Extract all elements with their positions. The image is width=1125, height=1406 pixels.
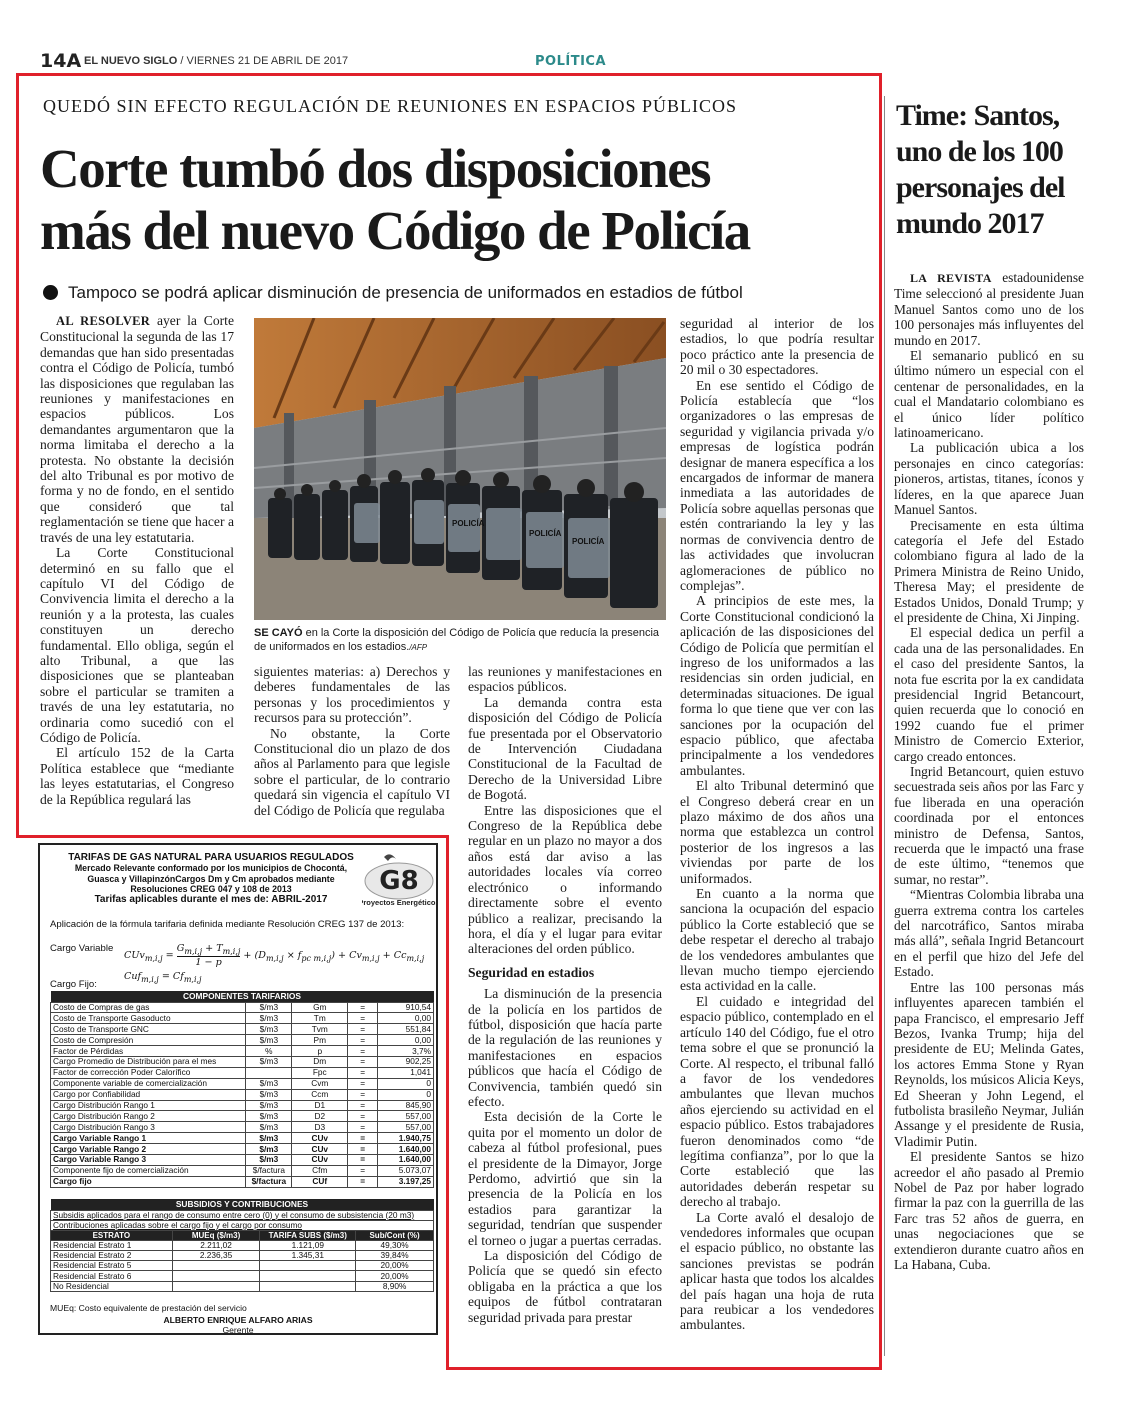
- subsidy-tarifa: 1.345,31: [260, 1251, 356, 1261]
- g8-logo: [362, 851, 436, 907]
- component-equals: =: [348, 1144, 378, 1155]
- subsidies-note: Subsidis aplicados para el rango de consumo entre cero (0) y el consumo de subsistencia (20 m3): [51, 1210, 434, 1220]
- folio-date: / VIERNES 21 DE ABRIL DE 2017: [177, 55, 349, 67]
- tariff-formula: [50, 935, 432, 991]
- component-value: 3.197,25: [378, 1176, 434, 1187]
- article-column-1: [40, 313, 234, 807]
- component-row: [51, 1176, 434, 1187]
- component-equals: =: [348, 1165, 378, 1176]
- subsidy-tarifa: [260, 1271, 356, 1281]
- subsidy-row: [51, 1271, 434, 1281]
- component-unit: $/m3: [246, 1089, 292, 1100]
- component-row: [51, 1046, 434, 1057]
- subsidy-tarifa: 1.121,09: [260, 1240, 356, 1250]
- component-name: Costo de Compresión: [51, 1035, 246, 1046]
- mueq-note: MUEq: Costo equivalente de prestación del servicio: [50, 1303, 247, 1313]
- subsidy-mueq: 2.236,35: [172, 1251, 260, 1261]
- components-header: COMPONENTES TARIFARIOS: [51, 991, 434, 1002]
- component-equals: =: [348, 1089, 378, 1100]
- paragraph-text: estadounidense Time seleccionó al presidente Juan Manuel Santos como uno de los 100 personajes más influyentes del mundo en 2017.: [894, 270, 1084, 348]
- component-unit: $/m3: [246, 1144, 292, 1155]
- deck-text: Tampoco se podrá aplicar disminución de presencia de uniformados en estadios de fútbol: [68, 283, 743, 302]
- component-row: [51, 1089, 434, 1100]
- column-3-paragraph-4: La disminución de la presencia de la policía en los partidos de fútbol, disposición que hacía parte de la regulación de las reuniones y manifestaciones en espacios públicos que hacía el Código de Convivencia, también quedó sin efecto.: [468, 986, 662, 1109]
- component-symbol: Fpc: [292, 1067, 348, 1078]
- component-row: [51, 1133, 434, 1144]
- component-equals: =: [348, 1133, 378, 1144]
- component-row: [51, 1154, 434, 1165]
- component-name: Cargo Variable Rango 2: [51, 1144, 246, 1155]
- sidebar-lead-in: LA REVISTA: [910, 271, 992, 285]
- component-name: Componente variable de comercialización: [51, 1078, 246, 1089]
- component-row: [51, 1024, 434, 1035]
- subsidies-header: SUBSIDIOS Y CONTRIBUCIONES: [51, 1199, 434, 1210]
- ad-title-line: Tarifas aplicables durante el mes de: ABRIL-2017: [94, 893, 328, 905]
- component-value: 910,54: [378, 1002, 434, 1013]
- article-column-4: [680, 316, 874, 1333]
- sidebar-paragraph-7: “Mientras Colombia libraba una guerra extrema contra los carteles del narcotráfico, Santos miraba más allá”, señala Ingrid Betancourt en el perfil que hizo del Jefe del Estado.: [894, 887, 1084, 980]
- component-name: Cargo Distribución Rango 1: [51, 1100, 246, 1111]
- subsidy-percent: 49,30%: [356, 1240, 434, 1250]
- subsidy-mueq: 2.211,02: [172, 1240, 260, 1250]
- shield-label: POLICÍA: [452, 519, 485, 528]
- component-equals: =: [348, 1100, 378, 1111]
- headline-line-2: más del nuevo Código de Policía: [40, 200, 750, 261]
- subhead: Seguridad en estadios: [468, 964, 595, 980]
- component-name: Cargo por Confiabilidad: [51, 1089, 246, 1100]
- caption-lead: SE CAYÓ: [254, 627, 303, 639]
- photo-credit: /AFP: [409, 643, 428, 652]
- signer-name: ALBERTO ENRIQUE ALFARO ARIAS: [163, 1315, 313, 1325]
- ad-signature: [40, 1315, 436, 1335]
- formula-variable: CUv$_{m,i,j}$ = $\frac{G_{m,i,j} + T_{m,i,j}}{1 - p}$ + $(D_{m,i,j} \times f_{pc m,i,j}) + Cv_{m,i,j} + Cc_{m,i,j}$: [124, 943, 425, 968]
- ad-title-line: TARIFAS DE GAS NATURAL PARA USUARIOS REGULADOS: [68, 852, 354, 863]
- subsidy-percent: 20,00%: [356, 1261, 434, 1271]
- component-name: Costo de Compras de gas: [51, 1002, 246, 1013]
- lead-in: AL RESOLVER: [56, 314, 151, 328]
- column-1-paragraph-3: El artículo 152 de la Carta Política establece que “mediante las leyes estatutarias, el Congreso de la República regulará las: [40, 745, 234, 807]
- component-name: Factor de Pérdidas: [51, 1046, 246, 1057]
- component-row: [51, 1100, 434, 1111]
- sidebar-paragraph-5: El especial dedica un perfil a cada una de las personalidades. En el caso del presidente Santos, la nota fue escrita por la ex candidata presidencial Ingrid Betancourt, quien recuerda que lo conoció en 1992 cuando fue el primer Ministro de Comercio Exterior, cargo creado entonces.: [894, 625, 1084, 764]
- bullet-icon: [43, 285, 58, 300]
- component-unit: $/m3: [246, 1122, 292, 1133]
- article-column-3: [468, 664, 662, 1325]
- subsidies-note: Contribuciones aplicadas sobre el cargo fijo y el cargo por consumo: [51, 1220, 434, 1230]
- subsidies-column-header: MUEq ($/m3): [172, 1230, 260, 1240]
- subsidy-row: [51, 1261, 434, 1271]
- subsidy-percent: 20,00%: [356, 1271, 434, 1281]
- component-value: 1.640,00: [378, 1144, 434, 1155]
- gas-tariff-ad: [38, 843, 438, 1335]
- component-unit: $/m3: [246, 1100, 292, 1111]
- component-symbol: CUv: [292, 1133, 348, 1144]
- subsidy-estrato: Residencial Estrato 1: [51, 1240, 173, 1250]
- subsidy-estrato: Residencial Estrato 2: [51, 1251, 173, 1261]
- component-unit: $/m3: [246, 1078, 292, 1089]
- component-unit: [246, 1067, 292, 1078]
- component-name: Costo de Transporte Gasoducto: [51, 1013, 246, 1024]
- subsidy-mueq: [172, 1261, 260, 1271]
- sidebar-paragraph-8: Entre las 100 personas más influyentes aparecen también el papa Francisco, el empresario Jeff Bezos, Ivanka Trump; hija del presidente de EU; Melinda Gates, los actores Emma Stone y Ryan Reynolds, los músicos Alicia Keys, Ed Sheeran y John Legend, el futbolista brasileño Neymar, Julián Assange y el presidente de Rusia, Vladimir Putin.: [894, 979, 1084, 1149]
- component-name: Componente fijo de comercialización: [51, 1165, 246, 1176]
- component-equals: =: [348, 1046, 378, 1057]
- component-unit: $/m3: [246, 1056, 292, 1067]
- component-name: Cargo Promedio de Distribución para el mes: [51, 1056, 246, 1067]
- subsidy-row: [51, 1281, 434, 1291]
- subsidies-column-header: ESTRATO: [51, 1230, 173, 1240]
- shield-label: POLICÍA: [529, 529, 562, 538]
- component-name: Cargo Variable Rango 1: [51, 1133, 246, 1144]
- component-equals: =: [348, 1078, 378, 1089]
- component-symbol: Pm: [292, 1035, 348, 1046]
- subsidy-row: [51, 1251, 434, 1261]
- component-row: [51, 1165, 434, 1176]
- sidebar-paragraph-4: Precisamente en esta última categoría el Jefe del Estado colombiano figura al lado de la Primera Ministra de Reino Unido, Theresa May; el presidente de Estados Unidos, Donald Trump; y el presidente de China, Xi Jinping.: [894, 517, 1084, 625]
- subsidy-tarifa: [260, 1281, 356, 1291]
- component-equals: =: [348, 1122, 378, 1133]
- sidebar-body: [894, 270, 1084, 1272]
- column-1-paragraph-2: La Corte Constitucional determinó en su fallo que el capítulo VI del Código de Convivencia limita el derecho a la reunión y a la protesta, las cuales constituyen un derecho fundamental. Ello obliga, según el alto Tribunal, a que las disposiciones que se planteaban sobre el particular se tramiten a través de una ley estatutaria, no ordinaria como sucedió con el Código de Policía.: [40, 545, 234, 745]
- ad-title: [46, 853, 376, 905]
- column-4-paragraph-7: La Corte avaló el desalojo de vendedores informales que ocupan el espacio público, no obstante las sanciones previstas se podrán aplicar hasta que todos los alcaldes del país hagan una hoja de ruta para reubicar a los vendedores ambulantes.: [680, 1209, 874, 1333]
- column-4-paragraph-2: En ese sentido el Código de Policía establecía que “los organizadores o las empresas de seguridad y vigilancia privada y/o empresas de logística podrán designar de manera específica a los encargados de informar de manera inmediata a las autoridades de Policía sobre aquellas personas que estén contrariando la ley y las normas de convivencia dentro de las actividades que involucran aglomeraciones de público no complejas”.: [680, 377, 874, 593]
- sidebar-paragraph-9: El presidente Santos se hizo acreedor el año pasado al Premio Nobel de Paz por haber logrado firmar la paz con la guerrilla de las Farc tras 52 años de guerra, en unas negociaciones que se extendieron durante cuatro años en La Habana, Cuba.: [894, 1149, 1084, 1272]
- component-name: Factor de corrección Poder Calorífico: [51, 1067, 246, 1078]
- column-1-paragraph-1: [40, 313, 234, 545]
- article-photo: [254, 318, 666, 620]
- section-name: POLÍTICA: [535, 54, 607, 69]
- subsidy-estrato: Residencial Estrato 5: [51, 1261, 173, 1271]
- ad-title-line: Mercado Relevante conformado por los municipios de Chocontá,: [74, 863, 348, 874]
- component-unit: $/m3: [246, 1111, 292, 1122]
- column-4-paragraph-5: En cuanto a la norma que sanciona la ocupación del espacio público la Corte estableció que se debe respetar el derecho al trabajo de los vendedores ambulantes que llevan mucho tiempo ejerciendo esta actividad en la calle.: [680, 886, 874, 994]
- component-symbol: Ccm: [292, 1089, 348, 1100]
- headline-line-1: Corte tumbó dos disposiciones: [40, 138, 711, 199]
- sidebar-paragraph-6: Ingrid Betancourt, quien estuvo secuestrada seis años por las Farc y fue liberada en una operación coordinada por el entonces ministro de Defensa, Santos, recuerda que le impactó una frase de este último, “tenemos que sumar, no restar”.: [894, 764, 1084, 887]
- component-value: 551,84: [378, 1024, 434, 1035]
- subsidies-column-header: TARIFA SUBS ($/m3): [260, 1230, 356, 1240]
- component-symbol: D3: [292, 1122, 348, 1133]
- signer-title: Gerente: [222, 1325, 254, 1335]
- page-folio: [40, 50, 1085, 72]
- component-equals: =: [348, 1024, 378, 1035]
- component-value: 845,90: [378, 1100, 434, 1111]
- component-value: 0,00: [378, 1013, 434, 1024]
- paper-name: EL NUEVO SIGLO: [84, 55, 178, 67]
- component-row: [51, 1144, 434, 1155]
- subsidy-percent: 8,90%: [356, 1281, 434, 1291]
- component-unit: $/m3: [246, 1035, 292, 1046]
- component-row: [51, 1002, 434, 1013]
- stadium-police-photo: [254, 318, 666, 620]
- paragraph-text: ayer la Corte Constitucional la segunda de las 17 demandas que han sido presentadas contra el Código de Policía, tumbó las disposiciones que regulaban las reuniones y manifestaciones en espacios públicos. Los demandantes argumentaron que la norma limitaba el derecho a la protesta. No obstante la decisión del alto Tribunal es por motivo de forma y no de fondo, en el sentido que consideró que tal reglamentación se tiene que hacer a través de una ley estatutaria.: [40, 313, 234, 545]
- component-symbol: Cvm: [292, 1078, 348, 1089]
- component-name: Cargo fijo: [51, 1176, 246, 1187]
- sidebar-paragraph-3: La publicación ubica a los personajes en cinco categorías: pioneros, artistas, titanes, íconos y líderes, en la que aparece Juan Manuel Santos.: [894, 440, 1084, 518]
- component-symbol: CUv: [292, 1144, 348, 1155]
- column-4-paragraph-3: A principios de este mes, la Corte Constitucional condicionó la aplicación de las disposiciones del Código de Policía que permitían el ingreso de los uniformados a las residencias sin orden judicial, en determinadas situaciones. De igual forma lo que tiene que ver con las sanciones por la ocupación del espacio público, que afectaba principalmente a los vendedores ambulantes.: [680, 593, 874, 778]
- component-symbol: D2: [292, 1111, 348, 1122]
- subsidy-tarifa: [260, 1261, 356, 1271]
- component-equals: =: [348, 1154, 378, 1165]
- component-symbol: Cfm: [292, 1165, 348, 1176]
- column-3-paragraph-6: La disposición del Código de Policía que se quedó sin efecto obligaba en la práctica a que los equipos de fútbol contrataran seguridad privada para prestar: [468, 1248, 662, 1325]
- component-row: [51, 1111, 434, 1122]
- component-value: 902,25: [378, 1056, 434, 1067]
- article-headline: [40, 138, 880, 262]
- logo-text: G8: [379, 866, 419, 896]
- column-4-paragraph-4: El alto Tribunal determinó que el Congreso deberá crear en un plazo máximo de dos años una norma que establezca un control posterior de los ingresos a las viviendas por parte de los uniformados.: [680, 778, 874, 886]
- column-2-paragraph-1: siguientes materias: a) Derechos y deberes fundamentales de las personas y los procedimientos y recursos para su protección”.: [254, 664, 450, 726]
- column-4-paragraph-1: seguridad al interior de los estadios, lo que podría resultar poco práctico ante la presencia de 20 mil o 30 espectadores.: [680, 316, 874, 378]
- caption-text: en la Corte la disposición del Código de Policía que reducía la presencia de uniformados en los estadios.: [254, 627, 660, 653]
- cargo-fijo-label: Cargo Fijo:: [50, 979, 97, 990]
- component-equals: =: [348, 1176, 378, 1187]
- component-symbol: CUf: [292, 1176, 348, 1187]
- subsidy-mueq: [172, 1281, 260, 1291]
- ad-resolution: Aplicación de la fórmula tarifaria definida mediante Resolución CREG 137 de 2013:: [50, 919, 405, 930]
- component-name: Cargo Distribución Rango 2: [51, 1111, 246, 1122]
- component-value: 0: [378, 1078, 434, 1089]
- component-unit: $/m3: [246, 1154, 292, 1165]
- ad-title-line: Resoluciones CREG 047 y 108 de 2013: [130, 884, 292, 895]
- subsidies-table: [50, 1199, 434, 1292]
- column-3-paragraph-1: las reuniones y manifestaciones en espacios públicos.: [468, 664, 662, 695]
- article-deck: [43, 283, 873, 303]
- components-table: [50, 991, 434, 1188]
- component-value: 1,041: [378, 1067, 434, 1078]
- subsidy-mueq: [172, 1271, 260, 1281]
- page-number: 14A: [40, 50, 82, 72]
- component-equals: =: [348, 1056, 378, 1067]
- component-row: [51, 1013, 434, 1024]
- component-unit: $/m3: [246, 1002, 292, 1013]
- column-4-paragraph-6: El cuidado e integridad del espacio público, contemplado en el artículo 140 del Código, fue el otro tema sobre el que se pronunció la Corte. Al respecto, el tribunal falló a favor de los vendedores ambulantes que llevan muchos años ejerciendo su actividad en el espacio público. Estos trabajadores fueron denominados como “de legítima confianza”, por lo que la Corte estableció que las autoridades deberán respetar su derecho al trabajo.: [680, 993, 874, 1210]
- component-unit: $/m3: [246, 1133, 292, 1144]
- component-value: 1.640,00: [378, 1154, 434, 1165]
- component-unit: $/m3: [246, 1013, 292, 1024]
- cargo-variable-label: Cargo Variable: [50, 943, 114, 954]
- component-symbol: Tm: [292, 1013, 348, 1024]
- component-equals: =: [348, 1013, 378, 1024]
- component-value: 5.073,07: [378, 1165, 434, 1176]
- shield-label: POLICÍA: [572, 537, 605, 546]
- component-row: [51, 1078, 434, 1089]
- component-value: 0,00: [378, 1035, 434, 1046]
- highlight-frame-mid: [16, 835, 449, 838]
- component-name: Cargo Variable Rango 3: [51, 1154, 246, 1165]
- subsidies-column-header: Sub/Cont (%): [356, 1230, 434, 1240]
- component-value: 557,00: [378, 1122, 434, 1133]
- g8-logo-icon: [362, 851, 436, 907]
- subsidy-row: [51, 1240, 434, 1250]
- sidebar-paragraph-1: [894, 270, 1084, 348]
- component-name: Cargo Distribución Rango 3: [51, 1122, 246, 1133]
- component-equals: =: [348, 1035, 378, 1046]
- component-symbol: Gm: [292, 1002, 348, 1013]
- column-3-paragraph-3: Entre las disposiciones que el Congreso de la República debe regular en un plazo no mayor a dos años está dar aviso a las autoridades locales vía correo electrónico o informando directamente sobre el evento público a realizar, precisando la hora, el día y el lugar para evitar alteraciones del orden público.: [468, 802, 662, 957]
- component-row: [51, 1067, 434, 1078]
- component-row: [51, 1035, 434, 1046]
- subsidy-percent: 39,84%: [356, 1251, 434, 1261]
- component-value: 3,7%: [378, 1046, 434, 1057]
- ad-title-line: Guasca y VillapinzónCargos Dm y Cm aprobados mediante: [87, 873, 335, 884]
- column-divider: [884, 96, 885, 1356]
- sidebar-headline: Time: Santos, uno de los 100 personajes del mundo 2017: [896, 99, 1065, 240]
- component-row: [51, 1056, 434, 1067]
- article-kicker: QUEDÓ SIN EFECTO REGULACIÓN DE REUNIONES EN ESPACIOS PÚBLICOS: [43, 96, 738, 116]
- component-value: 557,00: [378, 1111, 434, 1122]
- component-symbol: p: [292, 1046, 348, 1057]
- component-equals: =: [348, 1111, 378, 1122]
- component-unit: $/factura: [246, 1176, 292, 1187]
- column-3-paragraph-5: Esta decisión de la Corte le quita por el momento un dolor de cabeza al fútbol profesional, pues el presidente de la Dimayor, Jorge Perdomo, advirtió que sin la presencia de la Policía en los estadios para garantizar la seguridad, tendrían que suspender el torneo o jugar a puertas cerradas.: [468, 1109, 662, 1248]
- formula-fixed: $Cuf_{m,i,j} = Cf_{m,i,j}$: [124, 971, 202, 984]
- logo-subtext: Proyectos Energéticos: [362, 898, 436, 907]
- sidebar-paragraph-2: El semanario publicó en su último número un especial con el centenar de personalidades, en la cual el Mandatario colombiano es el único líder político latinoamericano.: [894, 348, 1084, 441]
- component-symbol: Dm: [292, 1056, 348, 1067]
- component-unit: $/m3: [246, 1024, 292, 1035]
- component-value: 1.940,75: [378, 1133, 434, 1144]
- component-name: Costo de Transporte GNC: [51, 1024, 246, 1035]
- component-unit: %: [246, 1046, 292, 1057]
- subsidy-estrato: Residencial Estrato 6: [51, 1271, 173, 1281]
- component-value: 0: [378, 1089, 434, 1100]
- component-symbol: CUv: [292, 1154, 348, 1165]
- photo-caption: [254, 626, 666, 655]
- article-column-2: [254, 664, 450, 818]
- component-unit: $/factura: [246, 1165, 292, 1176]
- column-2-paragraph-2: No obstante, la Corte Constitucional dio un plazo de dos años al Parlamento para que legisle sobre el particular, de lo contrario quedará sin vigencia el capítulo VI del Código de Policía que regulaba: [254, 725, 450, 818]
- component-symbol: Tvm: [292, 1024, 348, 1035]
- component-row: [51, 1122, 434, 1133]
- component-equals: =: [348, 1067, 378, 1078]
- column-3-paragraph-2: La demanda contra esta disposición del Código de Policía fue presentada por el Observatorio de Intervención Ciudadana Constitucional de la Facultad de Derecho de la Universidad Libre de Bogotá.: [468, 694, 662, 803]
- component-equals: =: [348, 1002, 378, 1013]
- component-symbol: D1: [292, 1100, 348, 1111]
- subsidy-estrato: No Residencial: [51, 1281, 173, 1291]
- folio-paper-date: [84, 55, 348, 67]
